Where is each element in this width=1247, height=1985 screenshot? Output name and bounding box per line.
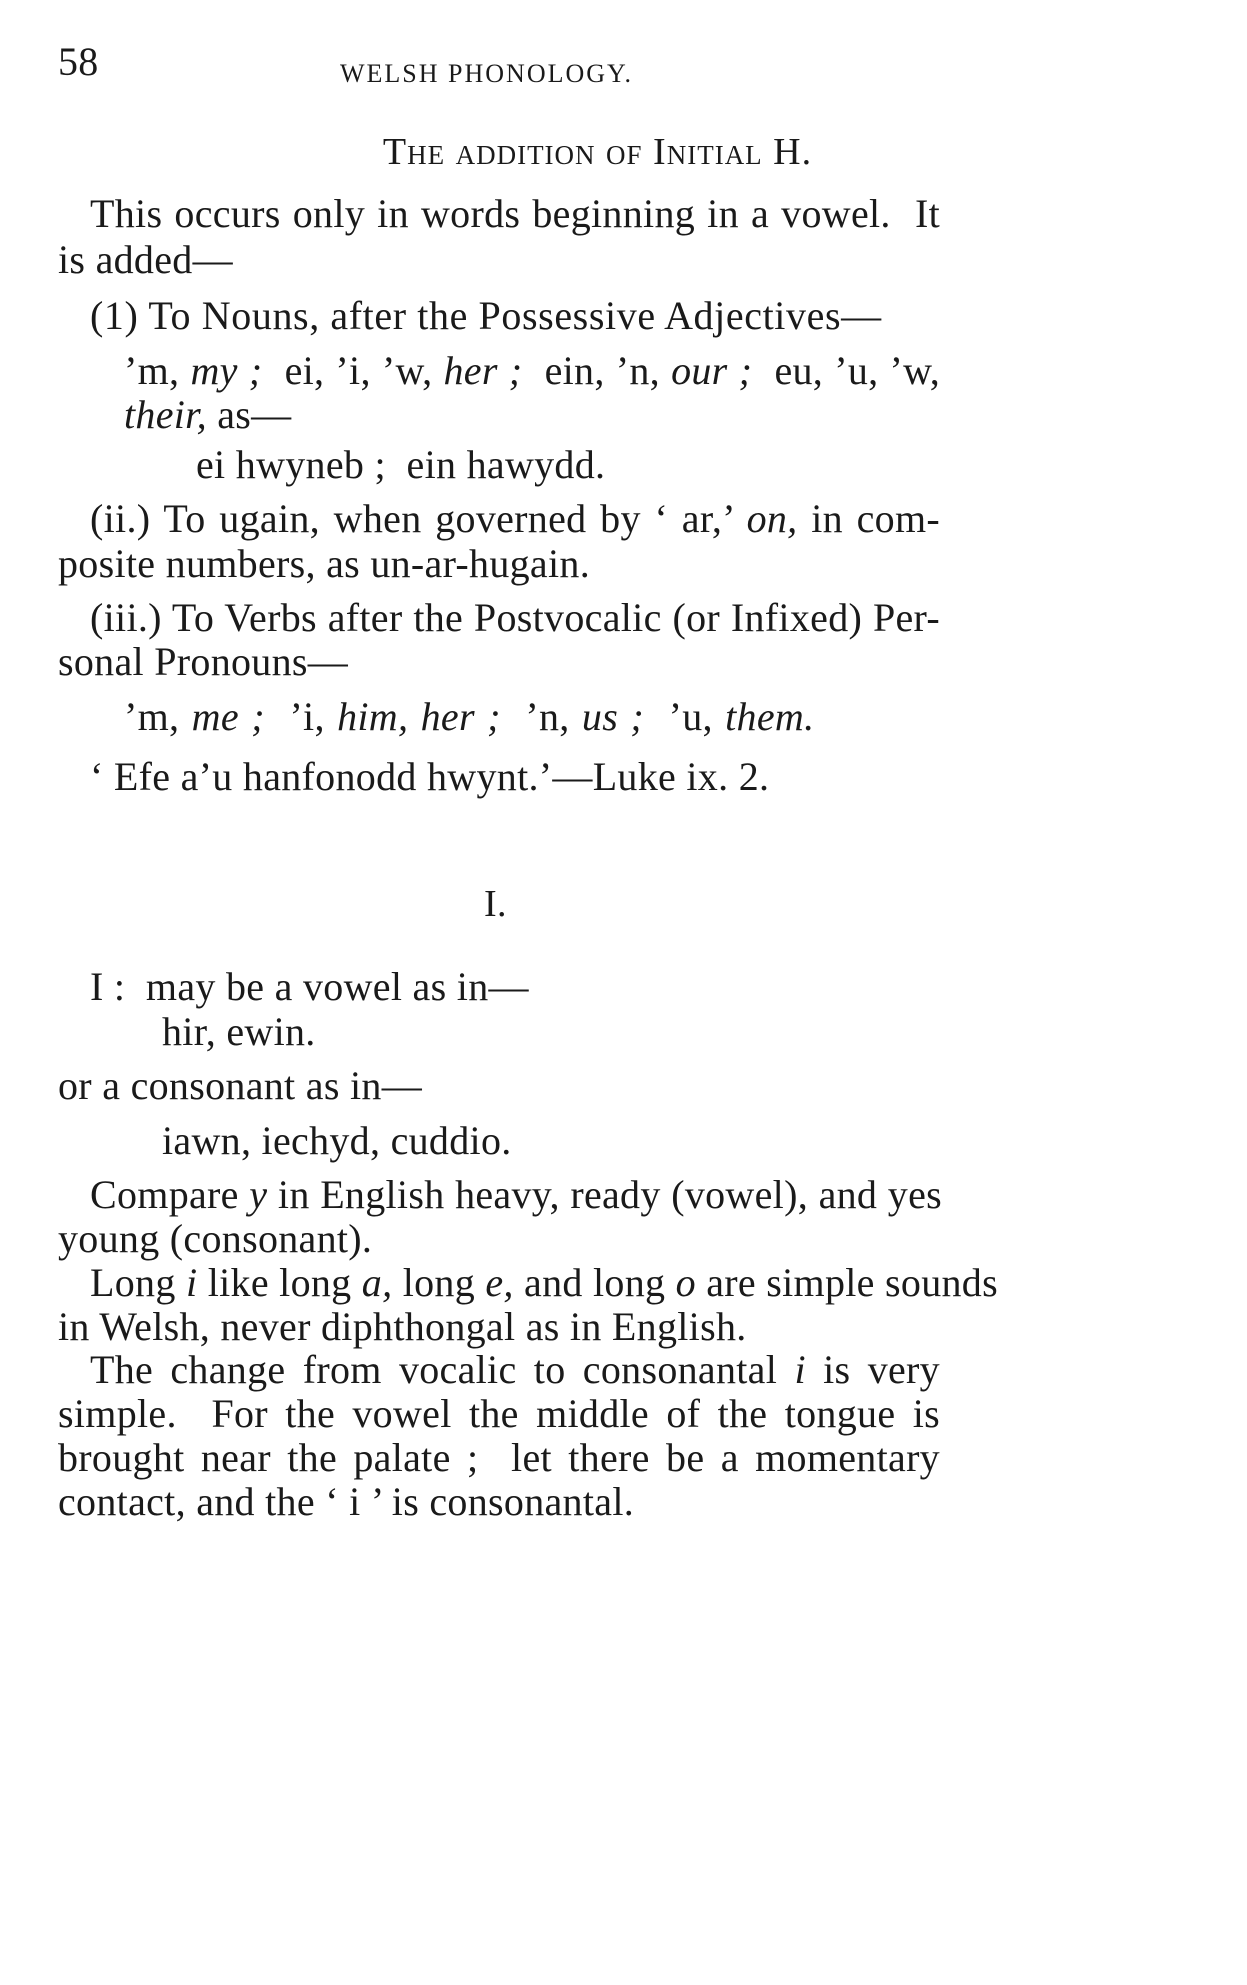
item-1-example: ei hwyneb ; ein hawydd.: [196, 442, 606, 487]
section-title-initial-h: The addition of Initial H.: [382, 131, 813, 173]
item-3-line-2: sonal Pronouns—: [58, 639, 349, 684]
item-3-line-1: (iii.) To Verbs after the Postvocalic (or Infixed) Per-: [90, 595, 940, 640]
intro-line-2: is added—: [58, 237, 233, 282]
i-vowel-line: I : may be a vowel as in—: [90, 964, 529, 1009]
item-3-forms: ’m, me ; ’i, him, her ; ’n, us ; ’u, them.: [124, 694, 815, 739]
i-vowel-examples: hir, ewin.: [162, 1009, 316, 1054]
change-line-4: contact, and the ‘ i ’ is consonantal.: [58, 1479, 635, 1524]
long-i-line-1: Long i like long a, long e, and long o are simple sounds: [90, 1260, 998, 1305]
change-line-3: brought near the palate ; let there be a momentary: [58, 1435, 940, 1480]
running-title: WELSH PHONOLOGY.: [340, 59, 633, 88]
i-consonant-line: or a consonant as in—: [58, 1063, 422, 1108]
long-i-line-2: in Welsh, never diphthongal as in English.: [58, 1304, 747, 1349]
item-1-forms-line-1: ’m, my ; ei, ’i, ’w, her ; ein, ’n, our ; eu, ’u, ’w,: [124, 348, 941, 393]
section-title-i: I.: [484, 883, 507, 925]
compare-line-1: Compare y in English heavy, ready (vowel), and yes: [90, 1172, 942, 1217]
page-number: 58: [58, 39, 99, 84]
i-consonant-examples: iawn, iechyd, cuddio.: [162, 1118, 512, 1163]
item-2-line-1: (ii.) To ugain, when governed by ‘ ar,’ on, in com-: [90, 496, 940, 541]
change-line-2: simple. For the vowel the middle of the tongue is: [58, 1391, 940, 1436]
item-3-quote: ‘ Efe a’u hanfonodd hwynt.’—Luke ix. 2.: [90, 754, 770, 799]
compare-line-2: young (consonant).: [58, 1216, 373, 1261]
item-1-forms-line-2: their, as—: [124, 392, 292, 437]
item-2-line-2: posite numbers, as un-ar-hugain.: [58, 541, 591, 586]
change-line-1: The change from vocalic to consonantal i is very: [90, 1347, 940, 1392]
item-1-lead: (1) To Nouns, after the Possessive Adjectives—: [90, 293, 882, 338]
intro-line-1: This occurs only in words beginning in a vowel. It: [90, 191, 940, 236]
